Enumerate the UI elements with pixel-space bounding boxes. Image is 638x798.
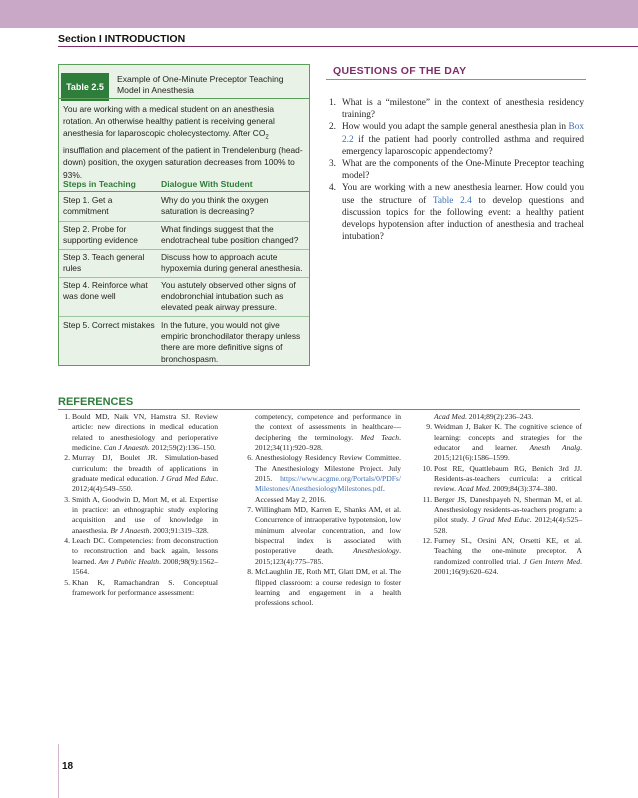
question-item — [326, 121, 584, 158]
reference-item: 12. Furney SL, Orsini AN, Orsetti KE, et al. Teaching the one-minute preceptor. A randomized controlled trial. J Gen Intern Med. 2001;16(9):620–624. — [422, 536, 582, 577]
reference-url-link[interactable]: https://www.acgme.org/Portals/0/PDFs/Milestones/AnesthesiologyMilestones.pdf — [255, 474, 401, 494]
question-number: 3. — [329, 159, 336, 170]
questions-rule — [326, 79, 586, 80]
references-column-1 — [58, 412, 218, 598]
reference-continuation: Acad Med. 2014;89(2):236–243. — [434, 412, 534, 421]
references-title: REFERENCES — [58, 396, 134, 408]
question-item — [326, 182, 584, 243]
step-cell: Step 4. Reinforce what was done well — [63, 280, 148, 302]
question-item — [326, 158, 584, 182]
header-band — [0, 0, 638, 28]
dialogue-cell: Why do you think the oxygen saturation is decreasing? — [161, 195, 269, 217]
column-header-steps: Steps in Teaching — [63, 179, 136, 189]
reference-item: 8. McLaughlin JE, Roth MT, Glatt DM, et al. The flipped classroom: a course redesign to foster learning and engagement in a health professions school. — [247, 567, 401, 608]
question-text: to develop questions and discussion topics for the following event: a healthy patient develops hypotension after induction of anesthesia and tracheal intubation? — [342, 195, 584, 243]
table-caption: Example of One-Minute Preceptor Teaching Model in Anesthesia — [117, 74, 284, 95]
dialogue-cell: In the future, you would not give empiric bronchodilator therapy unless there are more definitive signs of bronchospasm. — [161, 320, 301, 364]
step-cell: Step 5. Correct mistakes — [63, 320, 155, 330]
reference-continuation: competency, competence and performance in the context of assessments in healthcare—deciphering the terminology. Med Teach. 2012;34(11):920–928. — [255, 412, 401, 453]
reference-item: 5. Khan K, Ramachandran S. Conceptual framework for performance assessment: — [64, 577, 218, 597]
step-cell: Step 1. Get a commitment — [63, 195, 113, 217]
question-number: 2. — [329, 122, 336, 133]
reference-item: 1. Bould MD, Naik VN, Hamstra SJ. Review article: new directions in medical education related to anesthesiology and perioperative medicine. Can J Anaesth. 2012;59(2):136–150. — [64, 412, 218, 453]
dialogue-cell: Discuss how to approach acute hypoxemia during general anesthesia. — [161, 252, 303, 274]
questions-title: QUESTIONS OF THE DAY — [333, 65, 467, 77]
table-label: Table 2.5 — [61, 73, 109, 101]
question-text: What is a “milestone” in the context of anesthesia residency training? — [342, 98, 584, 121]
column-header-dialogue: Dialogue With Student — [161, 179, 253, 189]
references-column-2 — [241, 412, 401, 609]
divider — [59, 221, 309, 222]
divider — [59, 191, 309, 192]
case-description: You are working with a medical student on an anesthesia rotation. An otherwise healthy patient is receiving general anesthesia for laparoscopic cholecystectomy. After $CO_2$ insufflation and placement of the patient in Trendelenburg (head-down) position, the oxygen saturation decreases from 100% to 93%. — [63, 104, 303, 180]
reference-item: 9. Weidman J, Baker K. The cognitive science of learning: concepts and strategies for the educator and learner. Anesth Analg. 2015;121(6):1586–1599. — [426, 422, 582, 463]
divider — [59, 249, 309, 250]
divider — [59, 316, 309, 317]
question-number: 1. — [329, 98, 336, 108]
box-2-2-link[interactable]: Box 2.2 — [342, 122, 584, 145]
reference-item: 10. Post RE, Quattlebaum RG, Benich 3rd JJ. Residents-as-teachers curricula: a critical review. Acad Med. 2009;84(3):374–380. — [422, 463, 582, 494]
table-2-5 — [58, 64, 310, 366]
references-rule — [58, 409, 580, 410]
question-number: 4. — [329, 183, 336, 194]
divider — [59, 277, 309, 278]
page-number-rule — [58, 744, 59, 798]
page-number: 18 — [62, 761, 74, 772]
reference-item: 11. Berger JS, Daneshpayeh N, Sherman M, et al. Anesthesiology residents-as-teachers program: a pilot study. J Grad Med Educ. 2012;4(4):525–528. — [422, 494, 582, 535]
divider — [59, 98, 309, 99]
dialogue-cell: You astutely observed other signs of endobronchial intubation such as elevated peak airway pressure. — [161, 280, 296, 313]
reference-item: 6. Anesthesiology Residency Review Committee. The Anesthesiology Milestone Project. July 2015. https://www.acgme.org/Portals/0/PDFs/Milestones/AnesthesiologyMilestones.pdf. Accessed May 2, 2016. — [247, 453, 401, 504]
dialogue-cell: What findings suggest that the endotracheal tube position changed? — [161, 224, 299, 246]
reference-item: 7. Willingham MD, Karren E, Shanks AM, et al. Concurrence of intraoperative hypotension, low minimum alveolar concentration, and low bispectral index is associated with postoperative death. Anesthesiology. 2015;123(4):775–785. — [247, 505, 401, 566]
section-rule — [58, 46, 638, 47]
question-item — [326, 97, 584, 121]
reference-item: 4. Leach DC. Competencies: from deconstruction to reconstruction and back again, lessons learned. Am J Public Health. 2008;98(9):1562–1564. — [64, 536, 219, 577]
reference-item: 3. Smith A, Goodwin D, Mort M, et al. Expertise in practice: an ethnographic study exploring acquisition and use of knowledge in anaesthesia. Br J Anaesth. 2003;91:319–328. — [64, 494, 218, 535]
questions-list — [326, 97, 584, 243]
reference-item: 2. Murray DJ, Boulet JR. Simulation-based curriculum: the breadth of applications in graduate medical education. J Grad Med Educ. 2012;4(4):549–550. — [64, 453, 218, 494]
question-text: How would you adapt the sample general anesthesia plan in — [342, 122, 569, 133]
table-2-4-link[interactable]: Table 2.4 — [432, 195, 472, 206]
question-text: You are working with a new anesthesia learner. How could you use the structure of — [342, 183, 584, 206]
step-cell: Step 3. Teach general rules — [63, 252, 145, 274]
question-text: if the patient had poorly controlled asthma and required emergency laparoscopic appendectomy? — [342, 134, 584, 157]
question-text: What are the components of the One-Minute Preceptor teaching model? — [342, 159, 584, 182]
step-cell: Step 2. Probe for supporting evidence — [63, 224, 138, 246]
references-column-3 — [420, 412, 582, 578]
section-title: Section I INTRODUCTION — [58, 33, 186, 45]
